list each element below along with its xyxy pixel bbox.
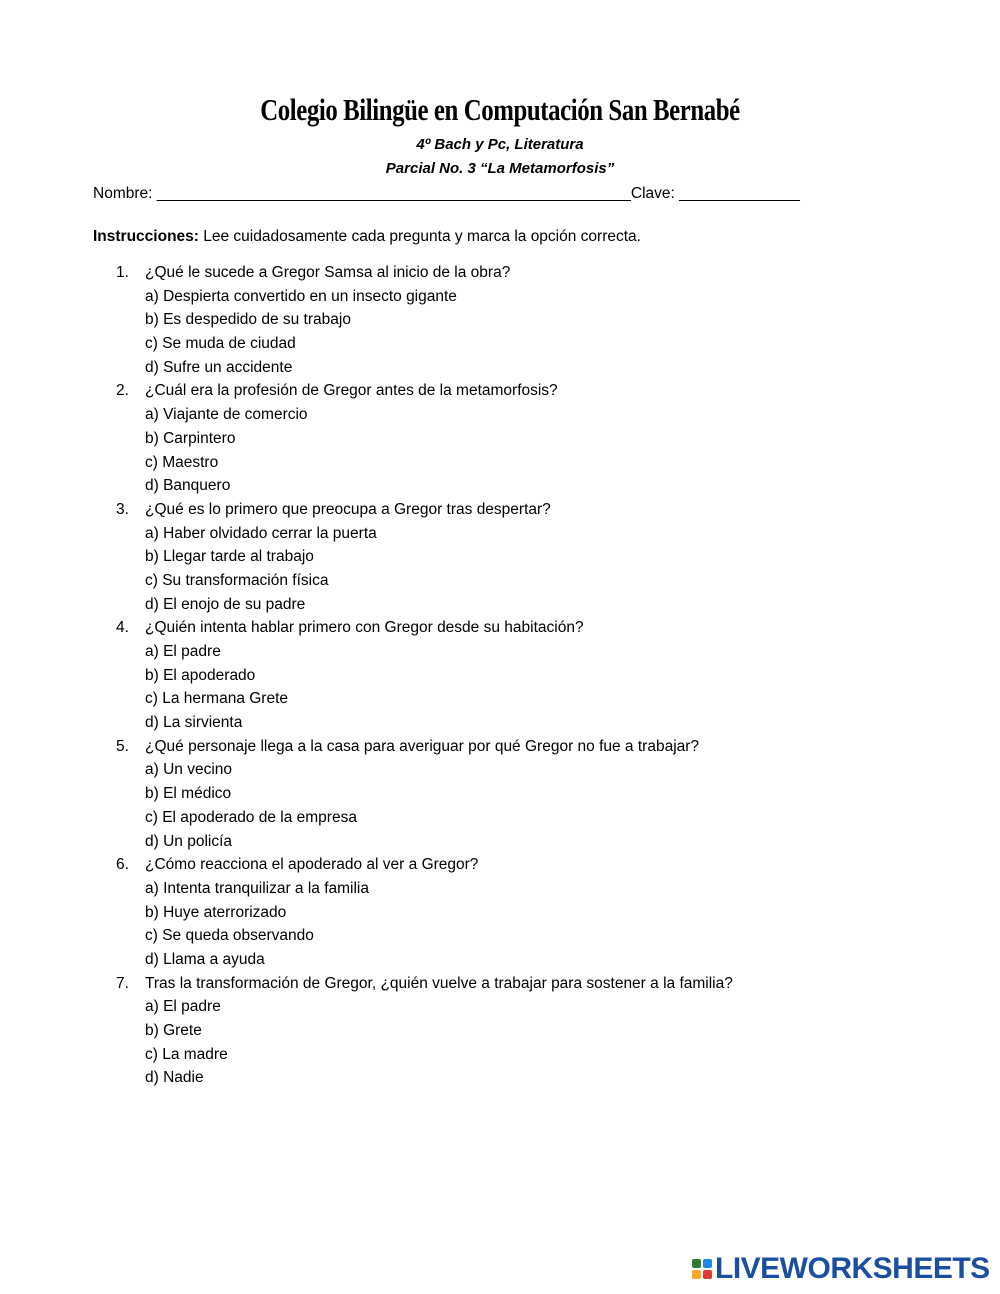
answer-option-text[interactable]: a) Viajante de comercio [145, 406, 308, 424]
answer-option-text[interactable]: a) El padre [145, 998, 221, 1016]
answer-option-text[interactable]: a) El padre [145, 643, 221, 660]
answer-option-text[interactable]: c) La madre [145, 1045, 228, 1063]
answer-option-text[interactable]: b) Es despedido de su trabajo [145, 311, 351, 329]
answer-option[interactable] [0, 924, 1000, 948]
question-text: ¿Qué personaje llega a la casa para averiguar por qué Gregor no fue a trabajar? [145, 737, 700, 755]
answer-option[interactable] [0, 451, 1000, 475]
question-text: ¿Quién intenta hablar primero con Gregor desde su habitación? [145, 619, 584, 637]
answer-option-text[interactable]: d) El enojo de su padre [145, 595, 306, 613]
answer-option[interactable] [0, 1043, 1000, 1067]
question-item [0, 972, 1000, 1090]
answer-option[interactable] [0, 474, 1000, 498]
answer-option-text[interactable]: c) Se queda observando [145, 927, 314, 945]
question-row [0, 498, 1000, 522]
question-number: 7. [116, 974, 129, 992]
question-text: ¿Cuál era la profesión de Gregor antes de la metamorfosis? [145, 382, 558, 400]
question-text: ¿Cómo reacciona el apoderado al ver a Gregor? [145, 856, 479, 874]
answer-option-text[interactable]: c) La hermana Grete [145, 690, 289, 708]
answer-option-text[interactable]: d) Llama a ayuda [145, 950, 265, 968]
answer-option[interactable] [0, 403, 1000, 427]
question-row [0, 261, 1000, 285]
question-row [0, 379, 1000, 403]
question-text: Tras la transformación de Gregor, ¿quién vuelve a trabajar para sostener a la familia? [145, 974, 733, 992]
answer-option-text[interactable]: b) El apoderado [145, 666, 256, 684]
question-row [0, 853, 1000, 877]
question-number: 4. [116, 619, 129, 637]
answer-option[interactable] [0, 948, 1000, 972]
question-number: 1. [116, 264, 129, 281]
liveworksheets-logo [692, 1254, 990, 1284]
question-text: ¿Qué es lo primero que preocupa a Gregor tras despertar? [145, 500, 551, 518]
question-number: 5. [116, 737, 129, 755]
student-info-line [93, 185, 800, 203]
key-label: Clave: [630, 185, 675, 202]
answer-option-text[interactable]: d) Banquero [145, 477, 231, 495]
answer-option[interactable] [0, 569, 1000, 593]
instructions [93, 228, 641, 246]
answer-option-text[interactable]: a) Intenta tranquilizar a la familia [145, 879, 370, 897]
answer-option[interactable] [0, 830, 1000, 854]
answer-option-text[interactable]: a) Despierta convertido en un insecto gigante [145, 287, 457, 305]
answer-option[interactable] [0, 758, 1000, 782]
answer-option[interactable] [0, 664, 1000, 688]
brand-name: LIVEWORKSHEETS [715, 1252, 990, 1285]
answer-option-text[interactable]: d) Un policía [145, 832, 233, 850]
answer-option[interactable] [0, 640, 1000, 664]
school-title: Colegio Bilingüe en Computación San Bernabé [260, 92, 740, 127]
question-item [0, 616, 1000, 734]
answer-option[interactable] [0, 806, 1000, 830]
answer-option-text[interactable]: c) Se muda de ciudad [145, 335, 296, 353]
answer-option[interactable] [0, 285, 1000, 309]
answer-option-text[interactable]: a) Un vecino [145, 761, 233, 779]
question-item [0, 379, 1000, 497]
name-field[interactable]: _______________________________________________________ [156, 185, 631, 202]
question-row [0, 972, 1000, 996]
question-number: 3. [116, 500, 129, 518]
answer-option[interactable] [0, 522, 1000, 546]
answer-option-text[interactable]: d) Nadie [145, 1069, 204, 1087]
answer-option-text[interactable]: b) Llegar tarde al trabajo [145, 548, 314, 566]
answer-option[interactable] [0, 1019, 1000, 1043]
answer-option-text[interactable]: d) Sufre un accidente [145, 358, 293, 376]
question-item [0, 498, 1000, 616]
answer-option[interactable] [0, 1066, 1000, 1090]
answer-option-text[interactable]: b) El médico [145, 785, 232, 803]
instructions-text: Lee cuidadosamente cada pregunta y marca la opción correcta. [198, 228, 641, 245]
question-row [0, 735, 1000, 759]
answer-option[interactable] [0, 545, 1000, 569]
answer-option-text[interactable]: c) El apoderado de la empresa [145, 808, 357, 826]
question-number: 2. [116, 382, 129, 400]
name-label: Nombre: [93, 185, 153, 202]
course-subtitle: 4º Bach y Pc, Literatura [416, 136, 584, 153]
answer-option-text[interactable]: b) Huye aterrorizado [145, 903, 287, 921]
answer-option[interactable] [0, 593, 1000, 617]
question-item [0, 735, 1000, 853]
answer-option[interactable] [0, 995, 1000, 1019]
answer-option[interactable] [0, 782, 1000, 806]
key-field[interactable]: ______________ [679, 185, 800, 202]
answer-option[interactable] [0, 687, 1000, 711]
answer-option[interactable] [0, 356, 1000, 380]
answer-option[interactable] [0, 711, 1000, 735]
answer-option[interactable] [0, 332, 1000, 356]
answer-option-text[interactable]: d) La sirvienta [145, 714, 243, 732]
answer-option-text[interactable]: b) Carpintero [145, 429, 236, 447]
question-number: 6. [116, 856, 129, 874]
answer-option[interactable] [0, 877, 1000, 901]
answer-option-text[interactable]: a) Haber olvidado cerrar la puerta [145, 524, 377, 542]
answer-option[interactable] [0, 427, 1000, 451]
instructions-label: Instrucciones: [93, 228, 199, 245]
logo-blocks-icon [692, 1259, 712, 1279]
question-text: ¿Qué le sucede a Gregor Samsa al inicio de la obra? [145, 264, 511, 281]
answer-option[interactable] [0, 308, 1000, 332]
question-list [0, 261, 1000, 1090]
answer-option[interactable] [0, 901, 1000, 925]
exam-title: Parcial No. 3 “La Metamorfosis” [385, 160, 615, 177]
answer-option-text[interactable]: c) Maestro [145, 453, 219, 471]
question-item [0, 261, 1000, 379]
question-row [0, 616, 1000, 640]
answer-option-text[interactable]: b) Grete [145, 1022, 202, 1039]
question-item [0, 853, 1000, 971]
answer-option-text[interactable]: c) Su transformación física [145, 571, 329, 589]
